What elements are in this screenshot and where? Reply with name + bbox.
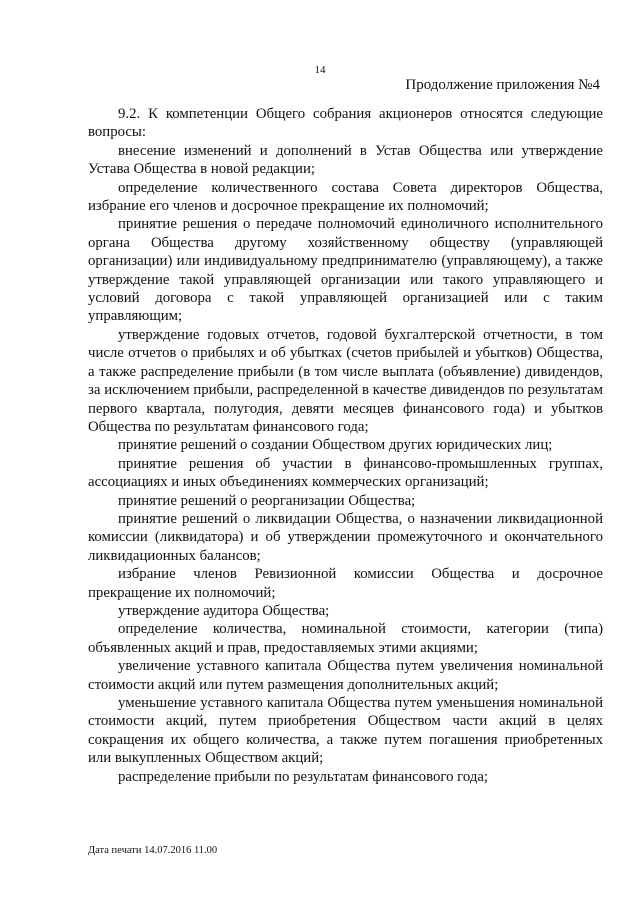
list-item: внесение изменений и дополнений в Устав Общества или утверждение Устава Общества в новой редакции; bbox=[88, 142, 603, 178]
print-date-footer: Дата печати 14.07.2016 11.00 bbox=[88, 845, 218, 856]
list-item: принятие решений о реорганизации Общества; bbox=[118, 492, 416, 509]
appendix-header: Продолжение приложения №4 bbox=[405, 77, 600, 93]
page-number: 14 bbox=[314, 64, 326, 76]
list-item: утверждение аудитора Общества; bbox=[118, 602, 330, 619]
list-item: избрание членов Ревизионной комиссии Общества и досрочное прекращение их полномочий; bbox=[88, 566, 603, 601]
list-item: принятие решений о создании Обществом других юридических лиц; bbox=[118, 437, 553, 454]
list-item: распределение прибыли по результатам финансового года; bbox=[118, 768, 489, 785]
list-item: принятие решений о ликвидации Общества, о назначении ликвидационной комиссии (ликвидатора) и об утверждении промежуточного и окончательного ликвидационных балансов; bbox=[88, 510, 603, 564]
list-item: принятие решения о передаче полномочий единоличного исполнительного органа Общества другому хозяйственному обществу (управляющей организации) или индивидуальному предпринимателю (управляющему), а также утверждение такой управляющей организации или такого управляющего и условий договора с такой управляющей организацией или с таким управляющим; bbox=[88, 216, 603, 325]
list-item: утверждение годовых отчетов, годовой бухгалтерской отчетности, в том числе отчетов о прибылях и об убытках (счетов прибылей и убытков) Общества, а также распределение прибыли (в том числе выплата (объявление) дивидендов, за исключением прибыли, распределенной в качестве дивидендов по результатам первого квартала, полугодия, девяти месяцев финансового года) и убытков Общества по результатам финансового года; bbox=[88, 326, 603, 435]
list-item: определение количества, номинальной стоимости, категории (типа) объявленных акций и прав, предоставляемых этими акциями; bbox=[88, 621, 603, 656]
list-item: определение количественного состава Совета директоров Общества, избрание его членов и досрочное прекращение их полномочий; bbox=[88, 179, 603, 215]
list-item: принятие решения об участии в финансово-промышленных группах, ассоциациях и иных объединениях коммерческих организаций; bbox=[88, 455, 603, 491]
list-item: уменьшение уставного капитала Общества путем уменьшения номинальной стоимости акций, путем приобретения Обществом части акций в целях сокращения их общего количества, а также путем погашения приобретенных или выкупленных Обществом акций; bbox=[88, 695, 603, 767]
list-item: увеличение уставного капитала Общества путем увеличения номинальной стоимости акций или путем размещения дополнительных акций; bbox=[88, 658, 603, 693]
document-body bbox=[88, 105, 603, 786]
section-intro: 9.2. К компетенции Общего собрания акционеров относятся следующие вопросы: bbox=[88, 106, 603, 141]
